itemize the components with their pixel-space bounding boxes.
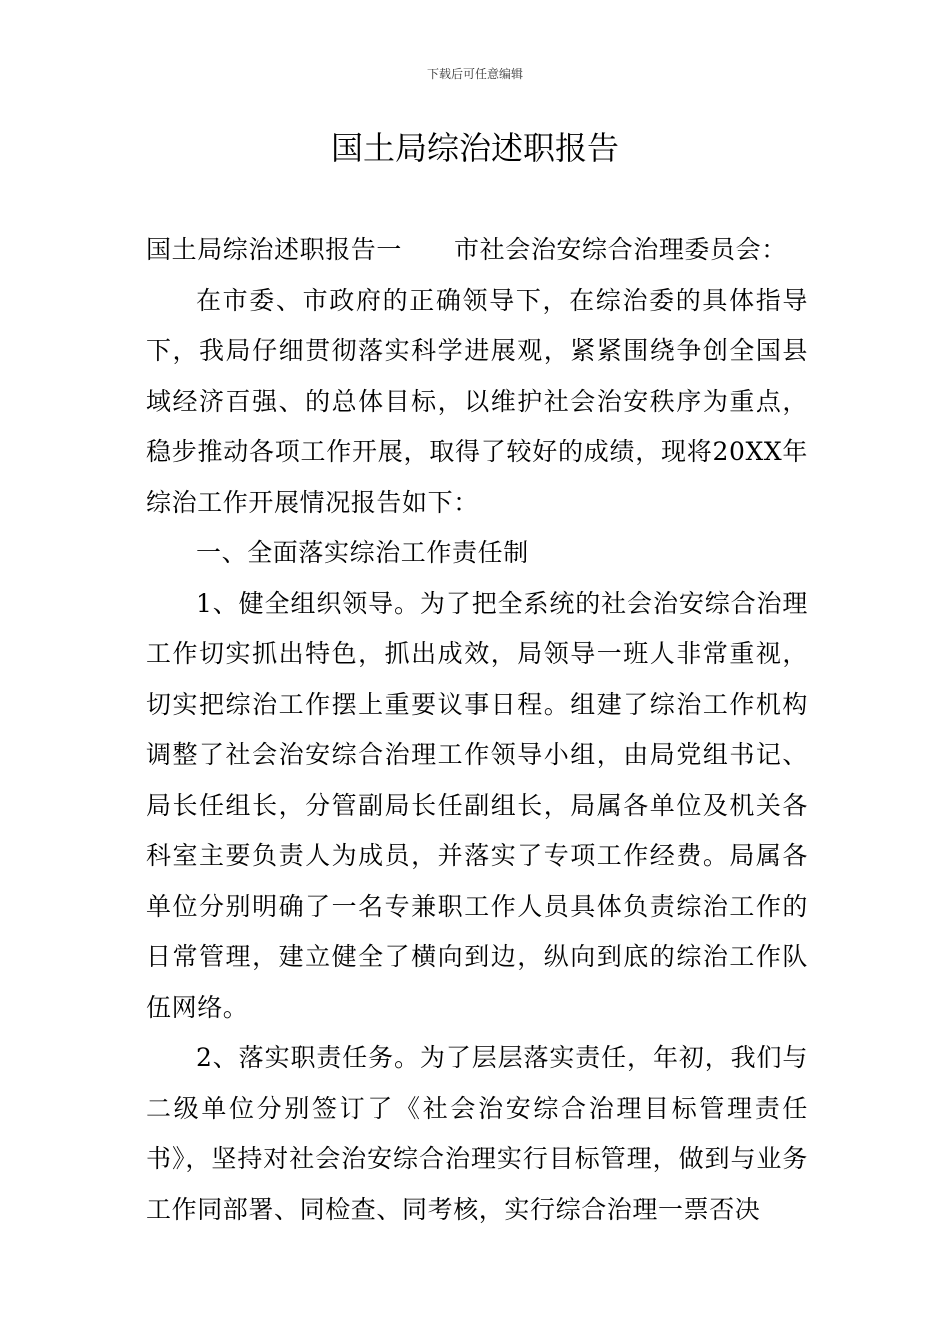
paragraph-intro: 在市委、市政府的正确领导下，在综治委的具体指导下，我局仔细贯彻落实科学进展观，紧紧围绕争创全国县域经济百强、的总体目标，以维护社会治安秩序为重点，稳步推动各项工作开展，取得了较好的成绩，现将20XX年综治工作开展情况报告如下：: [146, 285, 808, 517]
paragraph-item-1: 1、健全组织领导。为了把全系统的社会治安综合治理工作切实抓出特色，抓出成效，局领导一班人非常重视，切实把综治工作摆上重要议事日程。组建了综治工作机构调整了社会治安综合治理工作领导小组，由局党组书记、局长任组长，分管副局长任副组长，局属各单位及机关各科室主要负责人为成员，并落实了专项工作经费。局属各单位分别明确了一名专兼职工作人员具体负责综治工作的日常管理，建立健全了横向到边，纵向到底的综治工作队伍网络。: [146, 588, 808, 1022]
header-note: 下载后可任意编辑: [426, 67, 523, 81]
section-heading-1: 一、全面落实综治工作责任制: [196, 538, 529, 567]
document-body: [146, 225, 808, 1235]
paragraph-item-2: 2、落实职责任务。为了层层落实责任，年初，我们与二级单位分别签订了《社会治安综合治理目标管理责任书》，坚持对社会治安综合治理实行目标管理，做到与业务工作同部署、同检查、同考核，实行综合治理一票否决: [146, 1043, 808, 1224]
report-addressee: 市社会治安综合治理委员会：: [454, 235, 787, 264]
document-title: 国土局综治述职报告: [330, 129, 619, 167]
report-subtitle: 国土局综治述职报告一: [146, 235, 403, 264]
report-heading-line: [146, 225, 808, 276]
